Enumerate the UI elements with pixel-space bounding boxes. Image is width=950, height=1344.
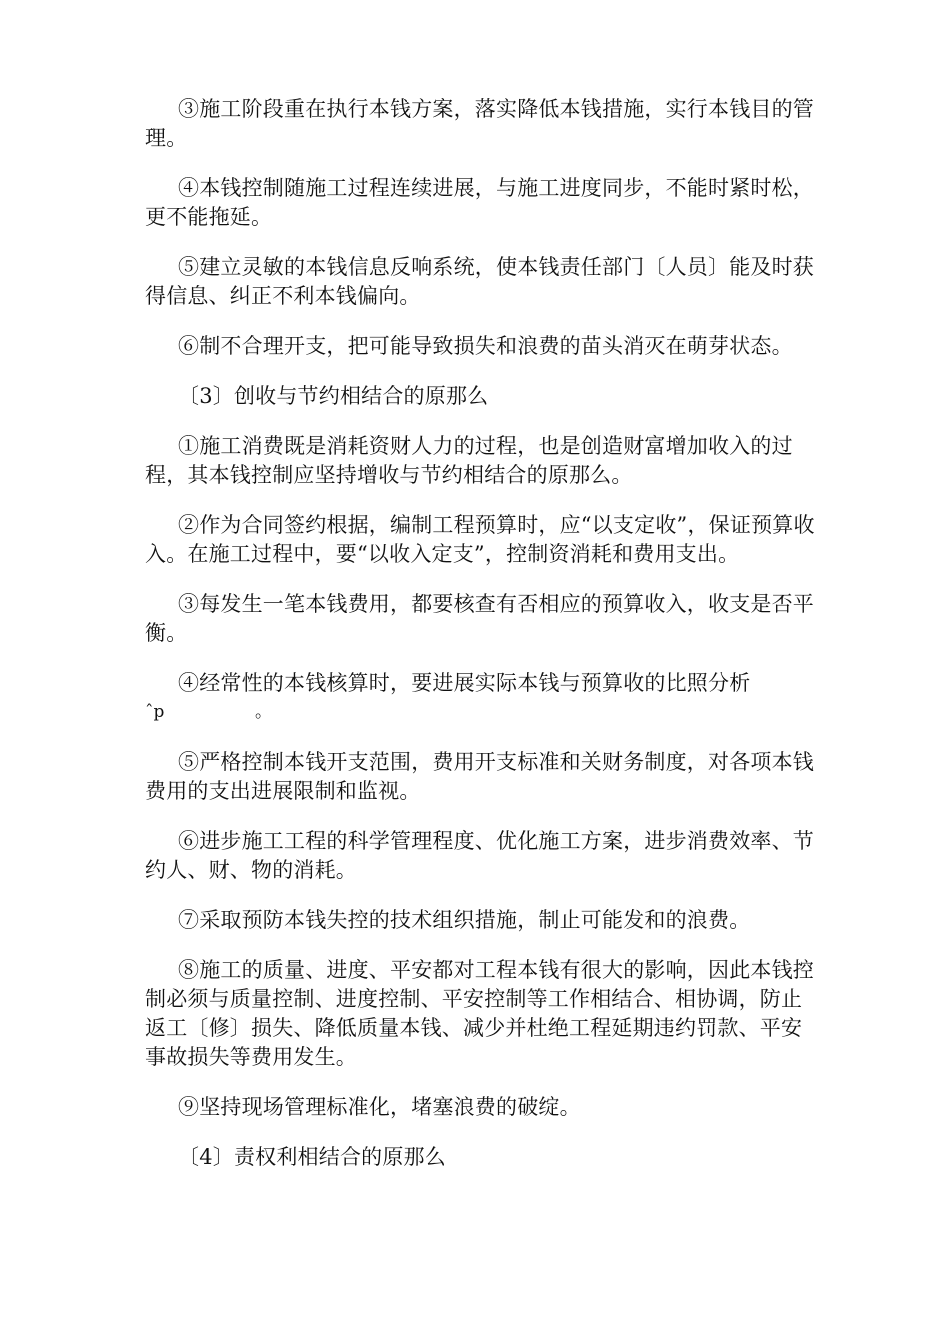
paragraph-4-continuous-control: ④本钱控制随施工过程连续进展，与施工进度同步，不能时紧时松，更不能拖延。 bbox=[145, 176, 814, 229]
stray-note-left: ˆp bbox=[145, 702, 165, 722]
paragraph-5-feedback-system: ⑤建立灵敏的本钱信息反响系统，使本钱责任部门〔人员〕能及时获得信息、纠正不利本钱偏向。 bbox=[145, 255, 814, 308]
paragraph-4-cost-accounting: ④经常性的本钱核算时，要进展实际本钱与预算收的比照分析 bbox=[178, 671, 751, 695]
paragraph-5-expense-scope: ⑤严格控制本钱开支范围，费用开支标准和关财务制度，对各项本钱费用的支出进展限制和监视。 bbox=[145, 750, 814, 803]
paragraph-6-management-level: ⑥进步施工工程的科学管理程度、优化施工方案，进步消费效率、节约人、财、物的消耗。 bbox=[145, 829, 814, 882]
stray-note-line bbox=[145, 698, 815, 727]
paragraph-3-verify-budget: ③每发生一笔本钱费用，都要核查有否相应的预算收入，收支是否平衡。 bbox=[145, 592, 814, 645]
paragraph-7-preventive-measures: ⑦采取预防本钱失控的技术组织措施，制止可能发和的浪费。 bbox=[178, 908, 751, 932]
paragraph-6-unreasonable-expenses: ⑥制不合理开支，把可能导致损失和浪费的苗头消灭在萌芽状态。 bbox=[178, 334, 793, 358]
section-heading-3: 〔3〕创收与节约相结合的原那么 bbox=[178, 384, 489, 408]
paragraph-9-site-management: ⑨坚持现场管理标准化，堵塞浪费的破绽。 bbox=[178, 1095, 581, 1119]
paragraph-8-quality-schedule-safety: ⑧施工的质量、进度、平安都对工程本钱有很大的影响，因此本钱控制必须与质量控制、进度控制、平安控制等工作相结合、相协调，防止返工〔修〕损失、降低质量本钱、减少并杜绝工程延期违约罚款、平安事故损失等费用发生。 bbox=[145, 958, 814, 1069]
document-body bbox=[145, 95, 815, 1172]
section-heading-4: 〔4〕责权利相结合的原那么 bbox=[178, 1145, 446, 1169]
paragraph-2-budget-basis: ②作为合同签约根据，编制工程预算时，应“以支定收”，保证预算收入。在施工过程中，要“以收入定支”，控制资消耗和费用支出。 bbox=[145, 513, 815, 566]
stray-note-right: 。 bbox=[255, 702, 272, 722]
paragraph-1-income-savings: ①施工消费既是消耗资财人力的过程，也是创造财富增加收入的过程，其本钱控制应坚持增收与节约相结合的原那么。 bbox=[145, 434, 793, 487]
paragraph-3-construction-phase: ③施工阶段重在执行本钱方案，落实降低本钱措施，实行本钱目的管理。 bbox=[145, 97, 814, 150]
